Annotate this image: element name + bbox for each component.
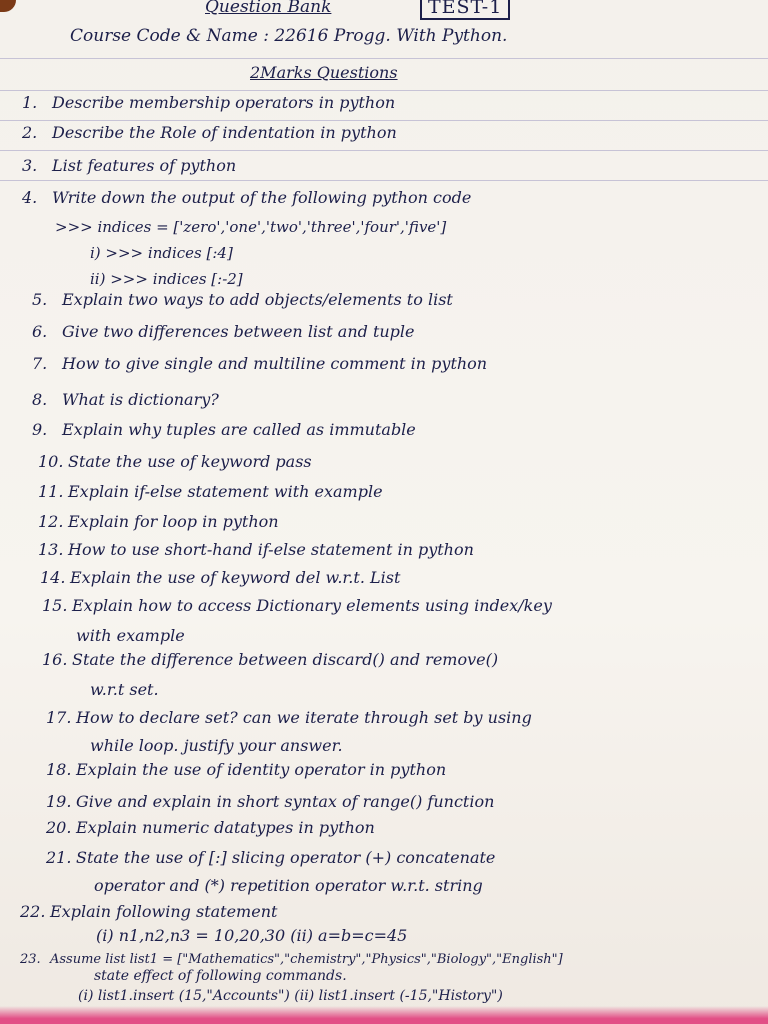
question-continuation: (i) list1.insert (15,"Accounts") (ii) list1.insert (-15,"History") xyxy=(78,988,503,1004)
question-item xyxy=(22,156,236,175)
rule-line xyxy=(0,58,768,59)
question-text: Explain why tuples are called as immutable xyxy=(62,420,416,439)
question-text: How to use short-hand if-else statement in python xyxy=(68,540,474,559)
question-text: Explain two ways to add objects/elements to list xyxy=(62,290,453,309)
question-item xyxy=(22,188,471,207)
question-item xyxy=(42,650,498,669)
question-continuation: while loop. justify your answer. xyxy=(90,736,343,755)
page-bottom-edge xyxy=(0,1006,768,1024)
question-text: State the difference between discard() and remove() xyxy=(72,650,499,669)
question-item xyxy=(32,322,415,341)
question-number: 15. xyxy=(42,596,68,615)
question-text: Describe the Role of indentation in python xyxy=(52,123,397,142)
question-item xyxy=(42,596,552,615)
question-item xyxy=(46,818,375,837)
question-continuation: with example xyxy=(76,626,185,645)
question-item xyxy=(38,540,474,559)
question-text: State the use of [:] slicing operator (+) concatenate xyxy=(76,848,496,867)
test-label: TEST-1 xyxy=(420,0,510,20)
question-text: Explain following statement xyxy=(50,902,278,921)
question-text: Give two differences between list and tuple xyxy=(62,322,415,341)
question-number: 10. xyxy=(38,452,64,471)
question-number: 13. xyxy=(38,540,64,559)
question-text: How to declare set? can we iterate through set by using xyxy=(76,708,532,727)
question-number: 5. xyxy=(32,290,48,309)
question-item xyxy=(22,123,397,142)
question-number: 8. xyxy=(32,390,48,409)
question-number: 14. xyxy=(40,568,66,587)
question-number: 16. xyxy=(42,650,68,669)
question-text: Explain for loop in python xyxy=(68,512,279,531)
question-continuation: operator and (*) repetition operator w.r.t. string xyxy=(94,876,483,895)
question-number: 22. xyxy=(20,902,46,921)
question-continuation: w.r.t set. xyxy=(90,680,159,699)
question-number: 9. xyxy=(32,420,48,439)
question-item xyxy=(32,420,416,439)
rule-line xyxy=(0,180,768,181)
rule-line xyxy=(0,120,768,121)
question-item xyxy=(38,452,312,471)
question-item xyxy=(38,482,383,501)
section-heading: 2Marks Questions xyxy=(250,63,398,82)
question-number: 19. xyxy=(46,792,72,811)
question-text: Explain the use of keyword del w.r.t. List xyxy=(70,568,401,587)
question-text: How to give single and multiline comment in python xyxy=(62,354,488,373)
question-number: 12. xyxy=(38,512,64,531)
question-item xyxy=(32,290,453,309)
question-item xyxy=(32,354,487,373)
question-number: 17. xyxy=(46,708,72,727)
question-text: State the use of keyword pass xyxy=(68,452,312,471)
question-number: 18. xyxy=(46,760,72,779)
question-item xyxy=(38,512,279,531)
question-number: 20. xyxy=(46,818,72,837)
code-line: ii) >>> indices [:-2] xyxy=(90,270,243,288)
question-number: 21. xyxy=(46,848,72,867)
question-number: 11. xyxy=(38,482,64,501)
question-number: 6. xyxy=(32,322,48,341)
question-continuation: (i) n1,n2,n3 = 10,20,30 (ii) a=b=c=45 xyxy=(96,926,408,945)
question-item xyxy=(46,760,446,779)
question-text: Explain how to access Dictionary elements using index/key xyxy=(72,596,552,615)
question-item xyxy=(20,952,563,967)
rule-line xyxy=(0,90,768,91)
question-item xyxy=(46,792,494,811)
rule-line xyxy=(0,150,768,151)
question-number: 7. xyxy=(32,354,48,373)
question-item xyxy=(20,902,277,921)
question-text: Describe membership operators in python xyxy=(52,93,396,112)
question-text: Explain the use of identity operator in python xyxy=(76,760,447,779)
code-line: >>> indices = ['zero','one','two','three','four','five'] xyxy=(55,218,447,236)
page-corner-mark xyxy=(0,0,16,12)
question-text: List features of python xyxy=(52,156,237,175)
course-line: Course Code & Name : 22616 Progg. With Python. xyxy=(70,26,508,46)
question-number: 23. xyxy=(20,952,41,967)
question-item xyxy=(46,848,495,867)
question-text: What is dictionary? xyxy=(62,390,219,409)
question-text: Explain if-else statement with example xyxy=(68,482,383,501)
question-text: Explain numeric datatypes in python xyxy=(76,818,375,837)
question-text: Write down the output of the following python code xyxy=(52,188,472,207)
question-item xyxy=(40,568,400,587)
question-item xyxy=(46,708,532,727)
question-number: 1. xyxy=(22,93,38,112)
question-item xyxy=(22,93,395,112)
page-title: Question Bank xyxy=(205,0,332,17)
question-number: 4. xyxy=(22,188,38,207)
question-number: 2. xyxy=(22,123,38,142)
code-line: i) >>> indices [:4] xyxy=(90,244,233,262)
question-text: Give and explain in short syntax of range() function xyxy=(76,792,495,811)
question-text: Assume list list1 = ["Mathematics","chemistry","Physics","Biology","English"] xyxy=(50,952,563,967)
question-number: 3. xyxy=(22,156,38,175)
question-item xyxy=(32,390,219,409)
question-continuation: state effect of following commands. xyxy=(94,968,347,984)
